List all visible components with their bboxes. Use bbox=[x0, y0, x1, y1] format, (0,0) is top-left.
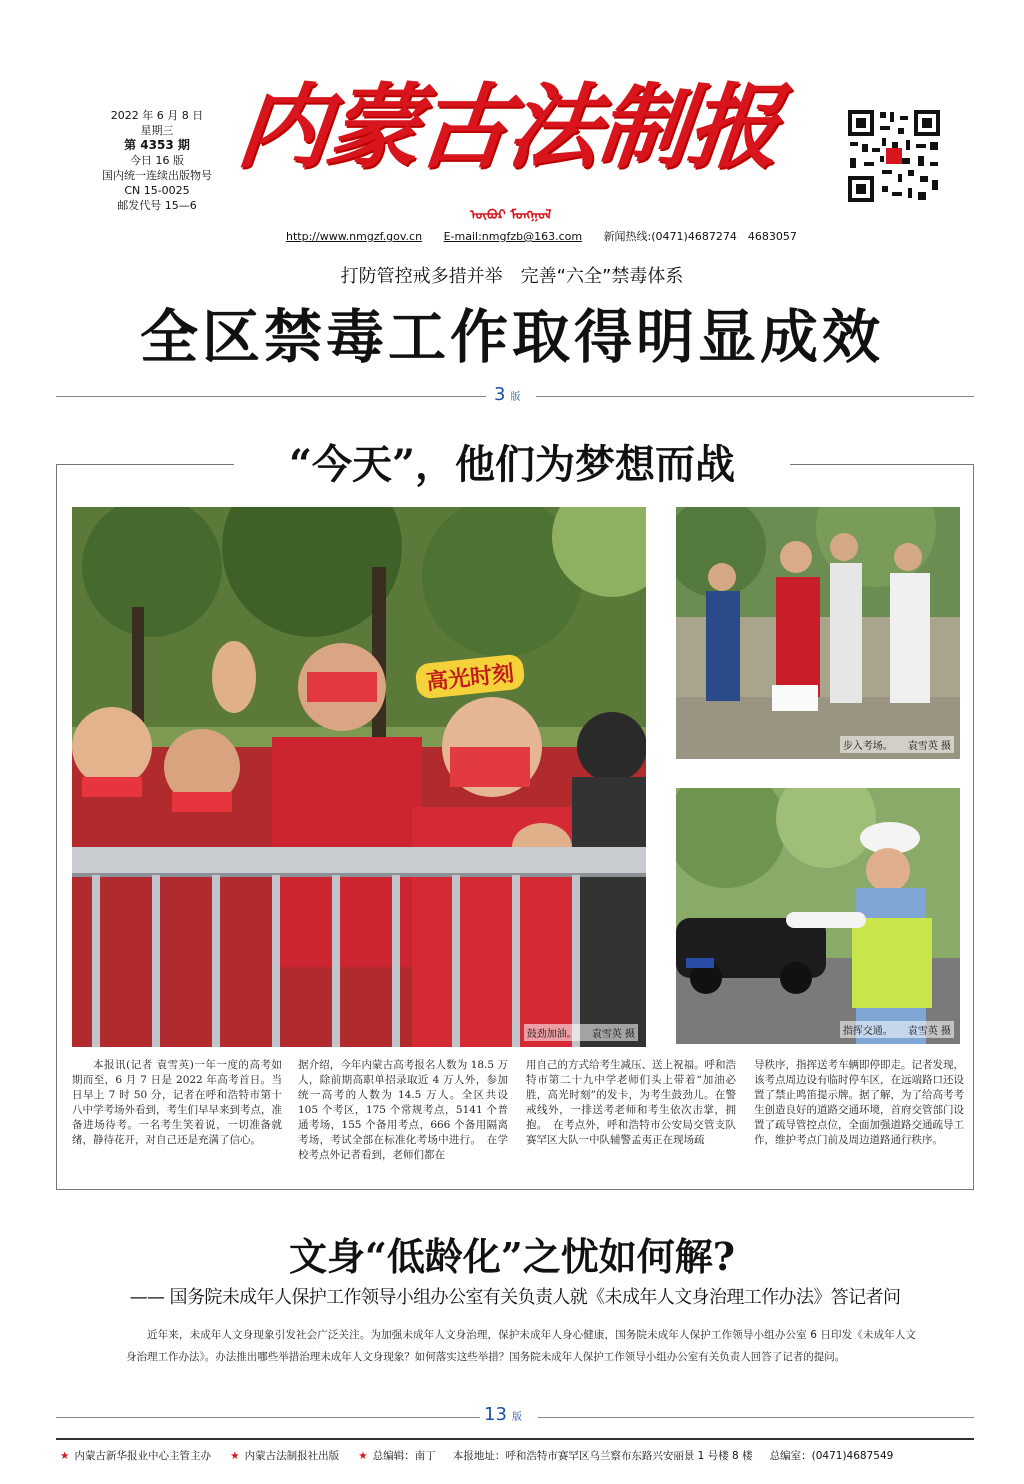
footer-sponsor: 内蒙古新华报业中心主管主办 bbox=[74, 1450, 212, 1462]
feature-column-4: 导秩序，指挥送考车辆即停即走。记者发现，该考点周边设有临时停车区，在远端路口还设置了禁止鸣笛提示牌。据了解，为了给高考考生创造良好的道路交通环境，首府交管部门设置了疏导管控点位，全面加强道路交通疏导工作，维护考点门前及周边道路通行秩序。 bbox=[754, 1059, 964, 1146]
tattoo-divider-right bbox=[538, 1417, 974, 1418]
footer-address: 本报地址：呼和浩特市赛罕区乌兰察布东路兴安丽景 1 号楼 8 楼 bbox=[452, 1450, 753, 1462]
issue-pages: 今日 16 版 bbox=[130, 154, 184, 167]
serial-label: 国内统一连续出版物号 bbox=[102, 169, 212, 182]
tattoo-title[interactable]: 文身“低龄化”之忧如何解? bbox=[289, 1234, 735, 1279]
issue-meta bbox=[92, 108, 222, 213]
tattoo-intro: 近年来，未成年人文身现象引发社会广泛关注。为加强未成年人文身治理，保护未成年人身心健康，国务院未成年人保护工作领导小组办公室 6 日印发《未成年人文身治理工作办法》。办法推出哪些举措治理未成年人文身现象？如何落实这些举措？国务院未成年人保护工作领导小组办公室有关负责人回答了记者的提问。 bbox=[126, 1329, 916, 1363]
lead-page-suffix: 版 bbox=[510, 392, 521, 403]
issue-number: 第 4353 期 bbox=[124, 138, 190, 152]
main-photo-cheering bbox=[72, 507, 646, 1047]
feature-column-1: 本报讯(记者 袁雪英)一年一度的高考如期而至，6 月 7 日是 2022 年高考首日。当日早上 7 时 50 分，记者在呼和浩特市第十八中学考场外看到，考生们早早来到考点，准备进场待考。一名考生笑着说，一切准备就绪，静待花开，对自己还是充满了信心。 bbox=[72, 1059, 282, 1146]
email-link[interactable]: E-mail:nmgfzb@163.com bbox=[443, 230, 583, 243]
star-icon: ★ bbox=[230, 1450, 240, 1462]
tattoo-page-number: 13 bbox=[484, 1404, 507, 1425]
lead-divider-left bbox=[56, 396, 486, 397]
footer-editor: 总编辑：南丁 bbox=[372, 1450, 436, 1462]
tattoo-subtitle[interactable]: —— 国务院未成年人保护工作领导小组办公室有关负责人就《未成年人文身治理工作办法》答记者问 bbox=[129, 1287, 901, 1308]
photo-students-entering bbox=[676, 507, 960, 759]
postal-code: 邮发代号 15—6 bbox=[117, 199, 197, 212]
sign-highlight-moment: 高光时刻 bbox=[414, 653, 525, 699]
issue-weekday: 星期三 bbox=[140, 124, 174, 137]
photo-traffic-police bbox=[676, 788, 960, 1044]
footer-rule bbox=[56, 1438, 974, 1440]
cn-number: CN 15-0025 bbox=[124, 184, 190, 197]
tattoo-page-ref[interactable] bbox=[484, 1404, 522, 1425]
lead-subtitle[interactable]: 打防管控戒多措并举 完善“六全”禁毒体系 bbox=[340, 266, 684, 287]
feature-title[interactable]: “今天”，他们为梦想而战 bbox=[234, 440, 790, 490]
tattoo-divider-left bbox=[56, 1417, 480, 1418]
feature-column-2: 据介绍，今年内蒙古高考报名人数为 18.5 万人，除前期高职单招录取近 4 万人外，参加统一高考的人数为 14.5 万人。全区共设 105 个考区，175 个常规考点，5141 个普通考场，155 个备用考点，666 个备用隔离考场，考试全部在标准化考场中进行。 在学校考点外记者看到，老师们都在 bbox=[298, 1059, 508, 1161]
footer bbox=[60, 1444, 974, 1463]
masthead-mongolian: ᠥᠪᠦᠷ ᠮᠣᠩᠭᠣᠯ bbox=[470, 208, 552, 223]
caption-main-photo: 鼓劲加油。 袁雪英 摄 bbox=[524, 1024, 638, 1041]
feature-column-3: 用自己的方式给考生减压、送上祝福。呼和浩特市第二十九中学老师们头上带着“加油必胜，高光时刻”的发卡，为考生鼓劲儿。在警戒线外，一排送考老师和考生依次击掌，拥抱。 在考点外，呼和浩特市公安局交管支队赛罕区大队一中队辅警孟夷正在现场疏 bbox=[526, 1059, 736, 1146]
news-hotline: 新闻热线:(0471)4687274 4683057 bbox=[603, 230, 797, 243]
star-icon: ★ bbox=[60, 1450, 70, 1462]
contact-line bbox=[286, 228, 797, 244]
qr-code-icon bbox=[846, 108, 942, 204]
tattoo-page-suffix: 版 bbox=[512, 1412, 522, 1423]
star-icon: ★ bbox=[358, 1450, 368, 1462]
issue-date: 2022 年 6 月 8 日 bbox=[110, 109, 204, 122]
masthead-title: 内蒙古法制报 bbox=[232, 73, 784, 181]
website-link[interactable]: http://www.nmgzf.gov.cn bbox=[286, 230, 423, 243]
caption-top-right: 步入考场。 袁雪英 摄 bbox=[840, 736, 954, 753]
lead-divider-right bbox=[536, 396, 974, 397]
caption-bottom-right: 指挥交通。 袁雪英 摄 bbox=[840, 1021, 954, 1038]
lead-page-number: 3 bbox=[494, 384, 506, 405]
footer-office: 总编室：(0471)4687549 bbox=[769, 1450, 894, 1462]
lead-page-ref[interactable] bbox=[494, 384, 521, 405]
lead-title[interactable]: 全区禁毒工作取得明显成效 bbox=[139, 303, 884, 371]
footer-publisher: 内蒙古法制报社出版 bbox=[244, 1450, 340, 1462]
